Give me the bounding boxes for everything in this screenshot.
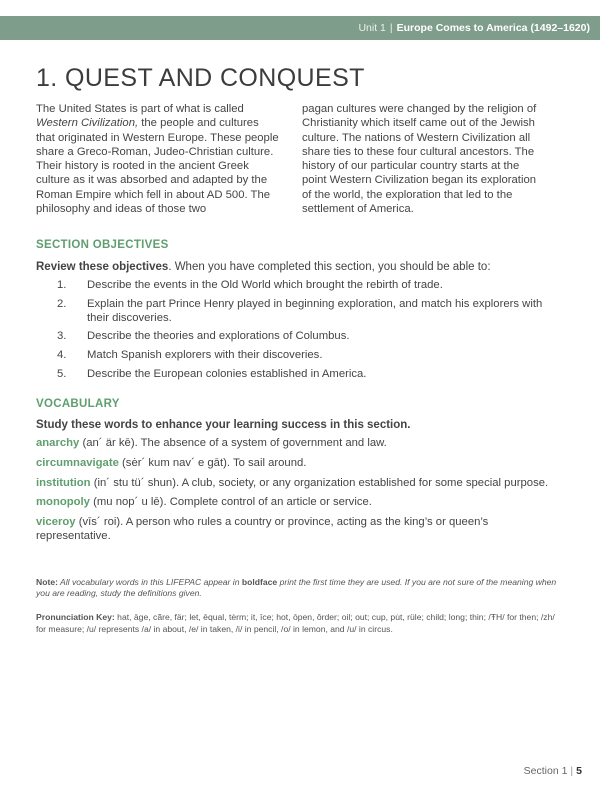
footer-separator: | (570, 765, 574, 777)
objectives-intro-rest: . When you have completed this section, you should be able to: (168, 261, 491, 273)
objective-item (36, 349, 556, 363)
objective-text: Explain the part Prince Henry played in beginning exploration, and match his explorers with their discoveries. (87, 297, 543, 324)
objective-number: 2. (57, 297, 67, 310)
vocab-term: anarchy (36, 437, 80, 449)
pronunciation-label: Pronunciation Key: (36, 612, 115, 622)
running-header (358, 16, 590, 40)
vocab-term: monopoly (36, 496, 90, 509)
page-title: 1. QUEST AND CONQUEST (36, 64, 365, 92)
header-title: Europe Comes to America (1492–1620) (396, 22, 590, 34)
vocab-entry-institution (36, 477, 564, 491)
objective-item (36, 298, 556, 326)
objective-text: Describe the events in the Old World which brought the rebirth of trade. (87, 279, 443, 291)
note-text-a: All vocabulary words in this LIFEPAC appear in (57, 577, 242, 587)
objective-number: 3. (57, 330, 67, 343)
vocab-definition: (an´ är kē). The absence of a system of government and law. (79, 437, 387, 449)
pronunciation-key (36, 611, 566, 635)
intro-term-western-civilization: Western Civilization, (36, 117, 139, 130)
intro-left-column (36, 102, 280, 216)
footer-section: Section 1 (523, 765, 568, 777)
vocab-entry-viceroy (36, 516, 564, 544)
objective-item (36, 368, 556, 382)
objectives-intro (36, 261, 491, 273)
vocabulary-note (36, 577, 566, 599)
vocab-definition: (sėr´ kum nav´ e gāt). To sail around. (118, 456, 307, 469)
header-separator: | (389, 22, 393, 34)
section-objectives-heading: SECTION OBJECTIVES (36, 239, 169, 251)
header-bar (0, 16, 600, 40)
objective-text: Describe the European colonies established in America. (87, 367, 367, 380)
vocab-definition: (in´ stu tü´ shun). A club, society, or any organization established for some special purpose. (90, 476, 549, 489)
vocabulary-heading: VOCABULARY (36, 398, 120, 410)
vocab-term: circumnavigate (36, 456, 119, 469)
objective-number: 1. (57, 279, 67, 291)
note-label: Note: (36, 577, 58, 587)
objectives-list (36, 279, 556, 387)
note-text-b: print the first time they are used. If you are not sure of the meaning when you are reading, study the definitions given. (36, 577, 557, 598)
intro-right-column: pagan cultures were changed by the religion of Christianity which itself came out of the Jewish culture. The nations of Western Civilization all share ties to these four cultural ancestors. The history of our particular country starts at the point Western Civilization began its exploration of the world, the exploration that led to the settlement of America. (302, 103, 537, 216)
objective-number: 5. (57, 367, 67, 380)
intro-text-1: The United States is part of what is called (36, 103, 244, 115)
vocabulary-list (36, 437, 564, 550)
objective-item (36, 330, 556, 344)
intro-text-2: the people and cultures that originated in Western Europe. These people share a Greco-Roman, Judeo-Christian culture. Their history is rooted in the ancient Greek culture as it was absorbed and adapted by the Roman Empire which fell in about AD 500. The philosophy and ideas of those two (36, 117, 279, 216)
objective-text: Describe the theories and explorations of Columbus. (87, 330, 350, 343)
vocab-entry-monopoly (36, 496, 564, 510)
page-number: 5 (576, 765, 582, 777)
objective-item (36, 279, 556, 293)
objectives-intro-bold: Review these objectives (36, 261, 169, 273)
vocab-definition: (vīs´ roi). A person who rules a country or province, acting as the king’s or queen’s representative. (36, 516, 489, 542)
header-unit: Unit 1 (358, 22, 386, 34)
objective-text: Match Spanish explorers with their discoveries. (87, 349, 323, 362)
vocab-definition: (mu nop´ u lē). Complete control of an article or service. (89, 496, 372, 509)
pronunciation-text: hat, āge, cãre, fär; let, ēqual, tėrm; it, īce; hot, ōpen, ôrder; oil; out; cup, pu̇t, rüle; child; long; thin; /ŦH/ for then; /zh/ for measure; /u/ represents /a/ in about, /e/ in taken, /i/ in pencil, /o/ in lemon, and /u/ in circus. (36, 612, 555, 634)
objective-number: 4. (57, 349, 67, 362)
vocab-entry-circumnavigate (36, 457, 564, 471)
vocab-term: viceroy (36, 516, 76, 529)
page-footer (524, 765, 582, 777)
vocab-entry-anarchy (36, 437, 564, 451)
vocabulary-intro: Study these words to enhance your learning success in this section. (36, 419, 411, 431)
vocab-term: institution (36, 476, 91, 489)
note-boldface: boldface (241, 577, 278, 587)
